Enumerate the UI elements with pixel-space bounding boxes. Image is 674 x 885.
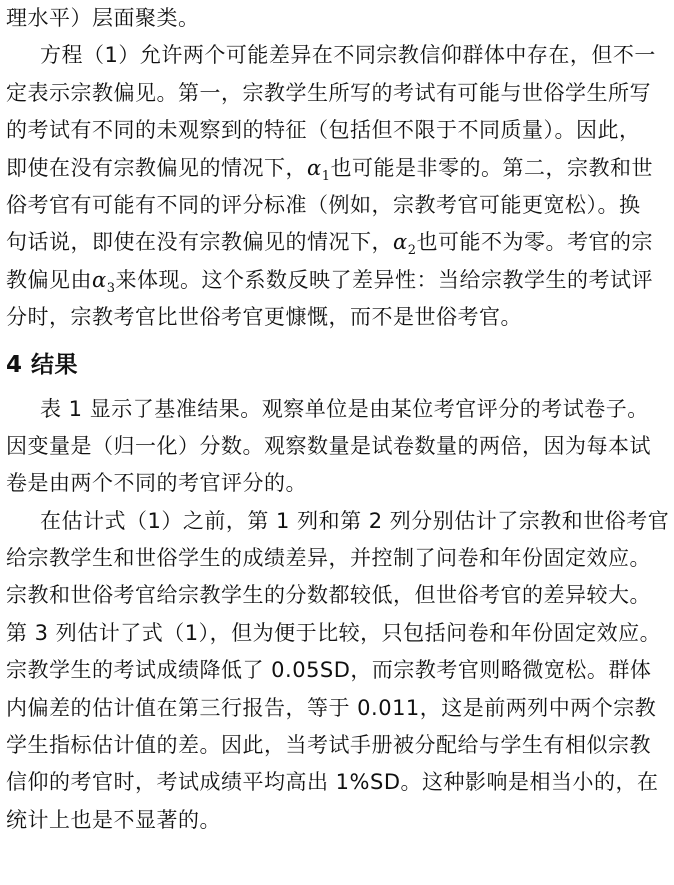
paragraph-3-line-3: 宗教和世俗考官给宗教学生的分数都较低，但世俗考官的差异较大。 bbox=[6, 583, 651, 608]
paragraph-3-line-9: 统计上也是不显著的。 bbox=[6, 807, 221, 832]
paragraph-1-line-7 bbox=[6, 262, 670, 299]
paragraph-2-line-3: 卷是由两个不同的考官评分的。 bbox=[6, 471, 307, 496]
alpha-glyph: α bbox=[92, 267, 107, 292]
paragraph-3-line-5: 宗教学生的考试成绩降低了 0.05SD，而宗教考官则略微宽松。群体 bbox=[6, 658, 652, 683]
alpha-glyph: α bbox=[393, 230, 408, 255]
text-segment: 句话说，即使在没有宗教偏见的情况下， bbox=[6, 230, 393, 255]
alpha-glyph: α bbox=[307, 155, 322, 180]
alpha-3-symbol bbox=[92, 267, 116, 296]
paragraph-0-line-1: 理水平）层面聚类。 bbox=[6, 6, 200, 30]
paragraph-3-line-1: 在估计式（1）之前，第 1 列和第 2 列分别估计了宗教和世俗考官 bbox=[40, 508, 670, 533]
text-segment: 即使在没有宗教偏见的情况下， bbox=[6, 155, 307, 180]
text-segment: 教偏见由 bbox=[6, 267, 92, 292]
text-segment: 来体现。这个系数反映了差异性：当给宗教学生的考试评 bbox=[115, 267, 653, 292]
paragraph-3-line-7: 学生指标估计值的差。因此，当考试手册被分配给与学生有相似宗教 bbox=[6, 733, 651, 758]
alpha-2-symbol bbox=[393, 230, 417, 259]
document-page bbox=[6, 0, 670, 839]
text-segment: 也可能是非零的。第二，宗教和世 bbox=[330, 155, 653, 180]
paragraph-1 bbox=[6, 37, 670, 336]
paragraph-1-line-8: 分时，宗教考官比世俗考官更慷慨，而不是世俗考官。 bbox=[6, 305, 522, 330]
paragraph-1-line-4 bbox=[6, 150, 670, 187]
paragraph-2-line-1: 表 1 显示了基准结果。观察单位是由某位考官评分的考试卷子。 bbox=[40, 396, 649, 421]
alpha-1-symbol bbox=[307, 155, 331, 184]
subscript: 2 bbox=[407, 243, 417, 259]
section-heading: 4 结果 bbox=[6, 351, 79, 378]
paragraph-3-line-2: 给宗教学生和世俗学生的成绩差异，并控制了问卷和年份固定效应。 bbox=[6, 546, 651, 571]
paragraph-1-line-6 bbox=[6, 224, 670, 261]
subscript: 1 bbox=[321, 168, 331, 184]
paragraph-1-line-2: 定表示宗教偏见。第一，宗教学生所写的考试有可能与世俗学生所写 bbox=[6, 80, 651, 105]
text-segment: 也可能不为零。考官的宗 bbox=[416, 230, 653, 255]
paragraph-3-line-4: 第 3 列估计了式（1），但为便于比较，只包括问卷和年份固定效应。 bbox=[6, 620, 662, 645]
paragraph-3-line-6: 内偏差的估计值在第三行报告，等于 0.011，这是前两列中两个宗教 bbox=[6, 695, 657, 720]
paragraph-2 bbox=[6, 391, 670, 503]
paragraph-1-line-3: 的考试有不同的未观察到的特征（包括但不限于不同质量）。因此， bbox=[6, 118, 641, 143]
subscript: 3 bbox=[106, 280, 116, 296]
paragraph-3-line-8: 信仰的考官时，考试成绩平均高出 1%SD。这种影响是相当小的，在 bbox=[6, 770, 659, 795]
paragraph-1-line-1: 方程（1）允许两个可能差异在不同宗教信仰群体中存在，但不一 bbox=[40, 43, 656, 68]
paragraph-3 bbox=[6, 503, 670, 840]
paragraph-2-line-2: 因变量是（归一化）分数。观察数量是试卷数量的两倍，因为每本试 bbox=[6, 433, 651, 458]
paragraph-1-line-5: 俗考官有可能有不同的评分标准（例如，宗教考官可能更宽松）。换 bbox=[6, 192, 641, 217]
